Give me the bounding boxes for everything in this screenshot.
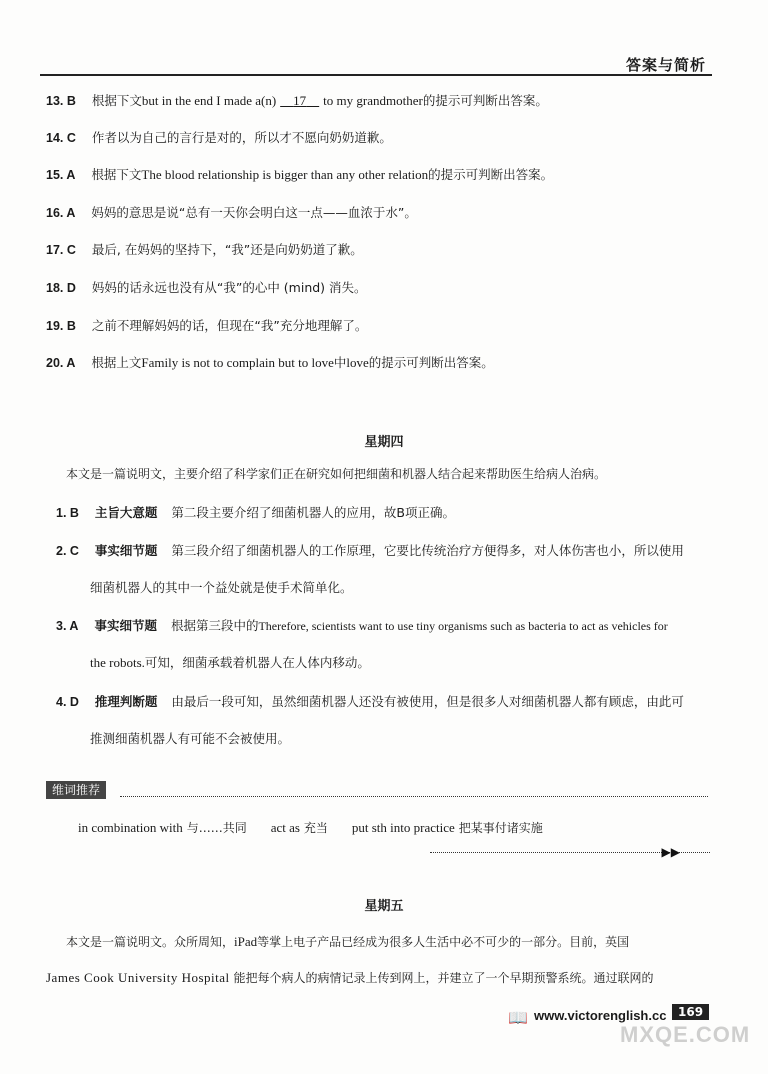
vocab-list	[78, 820, 543, 836]
answer-text: 的提示可判断出答案。	[422, 93, 548, 108]
book-icon: 📖	[508, 1008, 528, 1027]
answer-18	[46, 280, 367, 296]
answer-english: to my grandmother	[323, 93, 423, 108]
page-number: 169	[672, 1004, 709, 1020]
answer-text: 之前不理解妈妈的话，但现在“我”充分地理解了。	[91, 318, 368, 333]
answer-number: 3. A	[56, 619, 79, 633]
header-rule	[40, 74, 712, 76]
answer-number: 15. A	[46, 168, 76, 182]
answer-17	[46, 242, 363, 258]
answer-number: 20. A	[46, 356, 76, 370]
answer-english: the robots.	[90, 655, 145, 670]
answer-english: Therefore, scientists want to use tiny organisms such as bacteria to act as vehicles for	[258, 619, 668, 633]
vocab-phrase: act as	[270, 820, 300, 835]
passage-summary-friday: 本文是一篇说明文。众所周知，iPad等掌上电子产品已经成为很多人生活中必不可少的一部分。目前，英国	[66, 934, 630, 949]
vocab-phrase: put sth into practice	[351, 820, 455, 835]
answer-text: 根据上文	[91, 355, 142, 370]
vocab-label: 维词推荐	[46, 781, 106, 799]
question-type: 事实细节题	[94, 543, 158, 558]
answer-english: The blood relationship is bigger than any other relation	[141, 167, 429, 182]
answer-3-cont	[90, 655, 370, 671]
answer-blank: 17	[293, 93, 307, 108]
answer-number: 14. C	[46, 131, 76, 145]
answer-text: 可知，细菌承载着机器人在人体内移动。	[144, 655, 370, 670]
answer-number: 4. D	[56, 695, 79, 709]
watermark: MXQE.COM	[620, 1022, 751, 1047]
vocab-meaning: 充当	[303, 821, 328, 835]
vocab-phrase: in combination with	[78, 820, 183, 835]
answer-text: 最后, 在妈妈的坚持下，“我”还是向奶奶道了歉。	[91, 242, 363, 257]
answer-3	[56, 618, 668, 634]
answer-text: 第三段介绍了细菌机器人的工作原理，它要比传统治疗方便得多，对人体伤害也小，所以使用	[171, 543, 684, 558]
question-type: 推理判断题	[94, 694, 158, 709]
answer-1	[56, 505, 455, 521]
answer-english: Family is not to complain but to love	[141, 355, 334, 370]
footer-url: www.victorenglish.cc	[534, 1008, 667, 1023]
vocab-divider	[120, 796, 708, 797]
answer-text: 根据下文	[91, 93, 142, 108]
question-type: 主旨大意题	[94, 505, 158, 520]
answer-19	[46, 318, 367, 334]
answer-text: 根据下文	[91, 167, 142, 182]
answer-4	[56, 694, 684, 710]
answer-text: 的提示可判断出答案。	[428, 167, 554, 182]
question-type: 事实细节题	[94, 618, 157, 633]
answer-number: 1. B	[56, 506, 79, 520]
answer-number: 2. C	[56, 544, 79, 558]
header-title: 答案与简析	[625, 56, 706, 74]
vocab-meaning: 与……共同	[186, 821, 247, 835]
answer-text: 第二段主要介绍了细菌机器人的应用，故B项正确。	[171, 505, 455, 520]
answer-text: 妈妈的话永远也没有从“我”的心中 (mind) 消失。	[91, 280, 367, 295]
passage-summary-friday-cont: James Cook University Hospital 能把每个病人的病情记录上传到网上，并建立了一个早期预警系统。通过联网的	[46, 970, 654, 985]
answer-14	[46, 130, 392, 146]
section-title-thursday: 星期四	[364, 435, 404, 450]
answer-15	[46, 167, 553, 183]
answer-16	[46, 205, 417, 221]
answer-2-cont: 细菌机器人的其中一个益处就是使手术简单化。	[90, 580, 353, 595]
answer-number: 18. D	[46, 281, 76, 295]
section-title-friday: 星期五	[364, 899, 404, 914]
answer-13	[46, 93, 548, 109]
answer-text: 的提示可判断出答案。	[368, 355, 494, 370]
section-end-divider	[430, 845, 710, 859]
answer-text: 根据第三段中的	[170, 618, 259, 633]
answer-text: 作者以为自己的言行是对的，所以才不愿向奶奶道歉。	[91, 130, 392, 145]
answer-text: 由最后一段可知，虽然细菌机器人还没有被使用，但是很多人对细菌机器人都有顾虑，由此可	[171, 694, 684, 709]
answer-number: 13. B	[46, 94, 76, 108]
answer-english: but in the end I made a(n)	[141, 93, 277, 108]
passage-summary: 本文是一篇说明文，主要介绍了科学家们正在研究如何把细菌和机器人结合起来帮助医生给病人治病。	[66, 467, 607, 481]
answer-20	[46, 355, 494, 371]
answer-number: 16. A	[46, 206, 76, 220]
answer-english: love	[346, 355, 369, 370]
answer-number: 19. B	[46, 319, 76, 333]
answer-text: 中	[333, 355, 347, 370]
vocab-meaning: 把某事付诸实施	[458, 821, 543, 835]
answer-4-cont: 推测细菌机器人有可能不会被使用。	[90, 731, 291, 746]
answer-number: 17. C	[46, 243, 76, 257]
double-arrow-icon: ▶▶	[661, 845, 680, 859]
answer-2	[56, 543, 684, 559]
answer-text: 妈妈的意思是说“总有一天你会明白这一点——血浓于水”。	[91, 205, 417, 220]
